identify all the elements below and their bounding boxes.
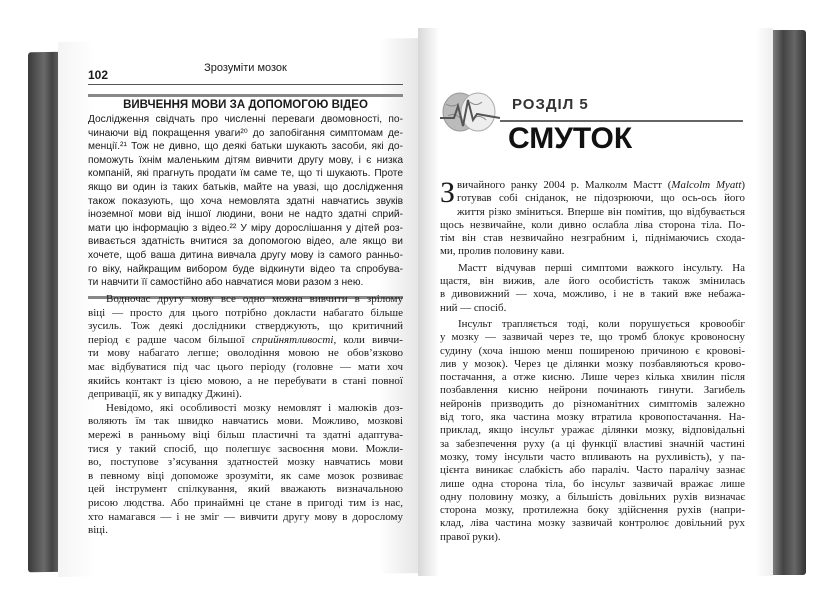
- text-line: готував собі сніданок, не підозрюючи, що ось-ось його: [457, 192, 745, 205]
- text-line: має відбуватися під час цього періоду (головне — мати хоч: [88, 360, 403, 373]
- text-line: менції.²¹ Тож не дивно, що деякі батьки шукають засоби, які до-: [88, 141, 403, 153]
- text-line: ми, пролив половину кави.: [440, 245, 565, 258]
- running-header: [88, 62, 403, 85]
- text-line: компаній, які прагнуть продати їм саме те, що ті шукають. Проте: [88, 168, 403, 180]
- text-line: мозку, тому інсульти часто впливають на рухливість), у па-: [440, 450, 745, 463]
- text-line: цієнта виникає слабкість або параліч. Часто паралічу зазнає: [440, 464, 745, 477]
- text-line: в певному віці допоможе зрозуміти, як саме мозок розвиває: [88, 469, 403, 482]
- text-line: тім він став незвичайно незграбним і, піднімаючись схода-: [440, 232, 745, 245]
- text-line: чинаючи від покращення уваги²⁰ до запобігання симптомам де-: [88, 127, 403, 139]
- text-line: хто намагався — і не зміг — вивчити другу мову в дорослому: [88, 510, 403, 523]
- text-line: зусиль. Тож деякі дослідники стверджують, що критичний: [88, 320, 403, 333]
- text-line: також показують, що хоча немовлята здатні навчатись звуків: [88, 195, 403, 207]
- text-line: віці — просто для цього потрібно докласти набагато більше: [88, 306, 403, 319]
- running-title: Зрозуміти мозок: [204, 62, 287, 74]
- text-line: мережі в ранньому віці більш пластичні та здатні адаптува-: [88, 428, 403, 441]
- text-line: якщо ви один із таких батьків, майте на увазі, що дослідження: [88, 181, 403, 193]
- text-line: іноземної мови від іншої людини, вони не надто здатні сприй-: [88, 209, 403, 221]
- text-line: рисою людства. Або принаймні це стане в пригоді тим із нас,: [88, 496, 403, 509]
- text-line: Водночас другу мову все одно можна вивчити в зрілому: [106, 293, 403, 305]
- page-number: 102: [88, 68, 109, 82]
- text-line: во, поступове з’ясування здатностей мозку навчатись мови: [88, 456, 403, 469]
- text-line: період є радше часом більшої сприйнятливості, коли вивчи-: [88, 333, 403, 346]
- text-line: постачання, а отже кисню. Лише через кілька хвилин після: [440, 371, 745, 384]
- text-line: ти мову набагато легше; оволодіння мовою не обов’язково: [88, 347, 403, 360]
- text-line: у мозку — зазвичай через те, що тромб блокує кровоносну: [440, 331, 745, 344]
- text-line: щастя, він вижив, але його особистість також змінилась: [440, 275, 745, 288]
- text-line: поможуть їхнім маленьким дітям вивчити другу мову, і є низка: [88, 154, 403, 166]
- text-line: вичайного ранку 2004 р. Малколм Мастт (Malcolm Myatt): [457, 179, 745, 191]
- text-line: за забезпечення руху (а ці функції властиві значній частині: [440, 437, 745, 450]
- drop-cap: З: [440, 176, 456, 209]
- text-line: лив у мозок). Через це ділянки мозку позбавляються крово-: [440, 357, 745, 370]
- text-line: Інсульт трапляється тоді, коли порушується кровообіг: [458, 317, 745, 330]
- text-line: правої руки).: [440, 530, 501, 543]
- text-line: життя різко зміниться. Вперше він помітив, що відбувається: [457, 205, 745, 218]
- text-line: щось незвичайне, коли дивно ослабла ліва сторона тіла. По-: [440, 218, 745, 231]
- text-line: одну половину мозку, а більшість довільних рухів визначає: [440, 490, 745, 503]
- right-body-text: [440, 176, 745, 544]
- left-body-text: [88, 293, 403, 538]
- text-line: тися у такий спосіб, що полегшує засвоєння мови. Можли-: [88, 442, 403, 455]
- text-line: цей інструмент спілкування, який вважають визначальною: [88, 483, 403, 496]
- text-line: якийсь контакт із цією мовою, а не перебувати в стані повної: [88, 374, 403, 387]
- right-page-edges: [768, 30, 806, 575]
- chapter-label: РОЗДІЛ 5: [512, 96, 589, 113]
- text-line: клад, ліва частина мозку зазвичай контролює довільний рух: [440, 517, 745, 530]
- text-line: ний — спосіб.: [440, 301, 507, 314]
- text-line: сторона мозку, протилежна боку здійснення рухів (напри-: [440, 504, 745, 517]
- text-line: приклад, якщо інсульт уражає ділянки мозку, відповідальні: [440, 424, 745, 437]
- text-line: воляють їм так швидко навчатись мови. Можливо, мозкові: [88, 415, 403, 428]
- text-line: мати цю інформацію з відео.²² У міру дорослішання у дітей роз-: [88, 222, 403, 234]
- text-line: депривації, як у випадку Джині).: [88, 388, 242, 401]
- text-line: Невідомо, які особливості мозку немовлят і малюків доз-: [106, 401, 403, 414]
- text-line: хочете, щоб ваша дитина вивчала другу мову із самого ранньо-: [88, 249, 403, 261]
- text-line: в дивовижний — хоча, можливо, і не в такий вже небажа-: [440, 288, 745, 301]
- text-line: лише одна сторона тіла, бо інсульт зазвичай вражає лише: [440, 477, 745, 490]
- text-line: Мастт відчував перші симптоми важкого інсульту. На: [458, 261, 745, 274]
- text-line: го віку, найкращим вибором буде відкинути відео та спробува-: [88, 263, 403, 275]
- text-line: від того, яка частина мозку втратила кровопостачання. На-: [440, 411, 745, 424]
- text-line: Дослідження свідчать про численні переваги двомовності, по-: [88, 114, 403, 125]
- box-text: [88, 113, 403, 290]
- brain-icon: [440, 90, 500, 135]
- chapter-title: СМУТОК: [508, 122, 633, 155]
- text-line: ти навчити її самостійно або навчатися мови разом з нею.: [88, 277, 364, 289]
- sidebar-box: [88, 94, 403, 299]
- text-line: позбавлення кисню нейрони починають гинути. Загибель: [440, 384, 745, 397]
- text-line: нейронів призводить до різноманітних симптомів залежно: [440, 397, 745, 410]
- text-line: вивається здатність вчитися за допомогою відео, але якщо ви: [88, 236, 403, 248]
- text-line: віці.: [88, 524, 108, 537]
- text-line: судину (хоча іншою менш поширеною причиною є крововi-: [440, 344, 745, 357]
- box-title: ВИВЧЕННЯ МОВИ ЗА ДОПОМОГОЮ ВІДЕО: [123, 99, 368, 111]
